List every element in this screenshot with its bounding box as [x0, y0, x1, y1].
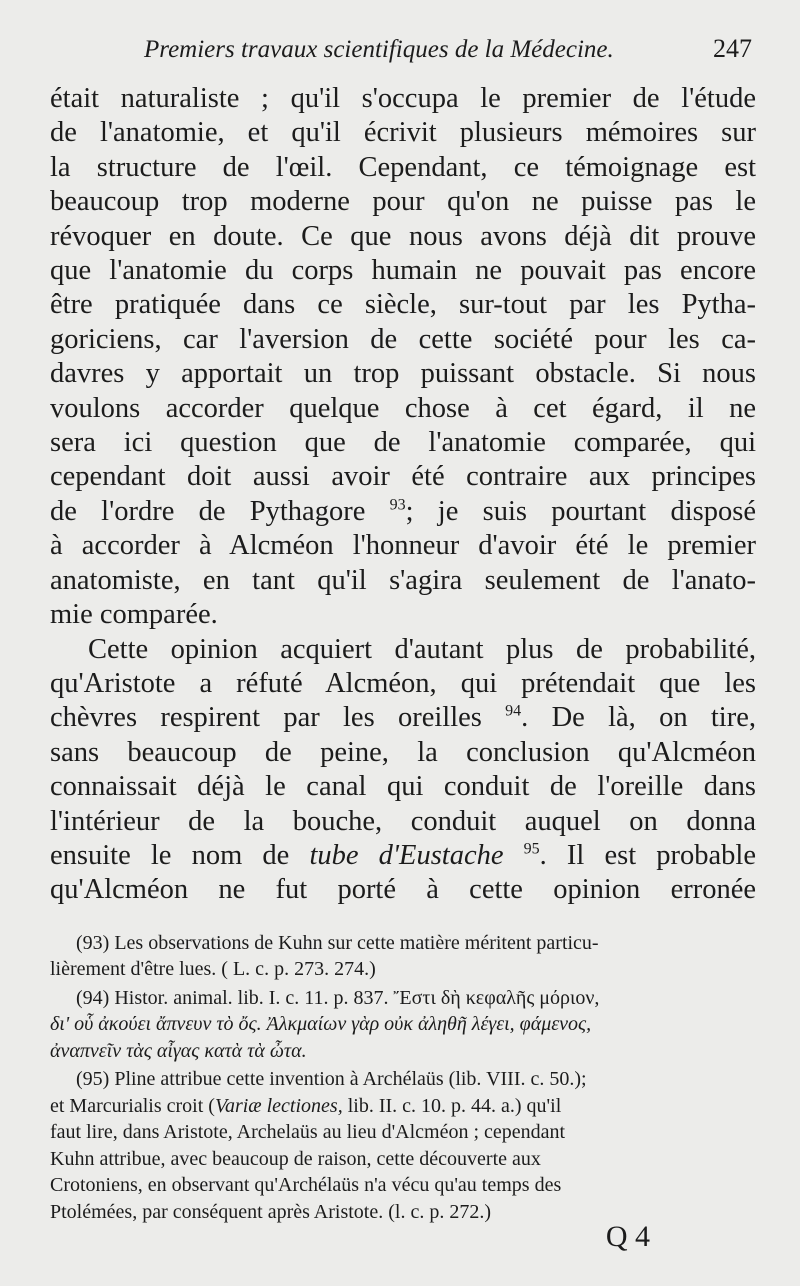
- footnotes: [50, 930, 756, 1226]
- footnote-line: faut lire, dans Aristote, Archelaüs au lieu d'Alcméon ; cependant: [50, 1121, 566, 1144]
- text-line: être pratiquée dans ce siècle, sur-tout par les Pytha-: [50, 289, 756, 321]
- text-segment: ensuite le nom de: [50, 839, 290, 871]
- text-line: qu'Alcméon ne fut porté à cette opinion erronée: [50, 874, 756, 906]
- footnote-ref-93: 93: [389, 496, 406, 514]
- footnote-94: [50, 985, 756, 1065]
- footnote-line: (94) Histor. animal. lib. I. c. 11. p. 837. Ἔστι δὴ κεφαλῆς μόριον,: [76, 986, 600, 1009]
- footnote-line: Crotoniens, en observant qu'Archélaüs n'a vécu qu'au temps des: [50, 1174, 562, 1197]
- footnote-95: [50, 1066, 756, 1225]
- running-title: Premiers travaux scientifiques de la Médecine.: [144, 36, 614, 63]
- footnote-line: Kuhn attribue, avec beaucoup de raison, cette découverte aux: [50, 1147, 541, 1170]
- footnote-line: ἀναπνεῖν τὰς αἶγας κατὰ τὰ ὦτα.: [50, 1039, 307, 1062]
- text-line: était naturaliste ; qu'il s'occupa le premier de l'étude: [50, 83, 756, 114]
- text-line: [50, 701, 756, 735]
- text-line: anatomiste, en tant qu'il s'agira seulement de l'anato-: [50, 564, 756, 596]
- text-segment-italic: tube d'Eustache: [309, 839, 504, 871]
- text-line: que l'anatomie du corps humain ne pouvait pas encore: [50, 255, 756, 287]
- text-segment-italic: Variæ lectiones,: [214, 1094, 343, 1117]
- footnote-line: Ptolémées, par conséquent après Aristote. (l. c. p. 272.): [50, 1200, 491, 1223]
- text-line: [50, 839, 756, 873]
- text-segment: . De là, on tire,: [521, 702, 756, 734]
- text-line: sans beaucoup de peine, la conclusion qu'Alcméon: [50, 736, 756, 768]
- text-line: sera ici question que de l'anatomie comparée, qui: [50, 427, 756, 459]
- body-text: [50, 82, 756, 908]
- page-header: [50, 34, 756, 82]
- text-line: voulons accorder quelque chose à cet égard, il ne: [50, 392, 756, 424]
- text-line: révoquer en doute. Ce que nous avons déjà dit prouve: [50, 220, 756, 252]
- footnote-line: [50, 1093, 756, 1120]
- footnote-line: (95) Pline attribue cette invention à Archélaüs (lib. VIII. c. 50.);: [76, 1068, 587, 1091]
- page-number: 247: [713, 34, 752, 63]
- text-line: connaissait déjà le canal qui conduit de l'oreille dans: [50, 771, 756, 803]
- text-line: à accorder à Alcméon l'honneur d'avoir été le premier: [50, 530, 756, 562]
- text-segment: ; je suis pourtant disposé: [405, 495, 756, 527]
- text-segment: chèvres respirent par les oreilles: [50, 702, 482, 734]
- text-segment: de l'ordre de Pythagore: [50, 495, 366, 527]
- text-line: mie comparée.: [50, 599, 218, 631]
- footnote-93: [50, 930, 756, 983]
- footnote-line: (93) Les observations de Kuhn sur cette matière méritent particu-: [76, 931, 599, 954]
- text-segment: . Il est probable: [539, 839, 757, 871]
- text-line: Cette opinion acquiert d'autant plus de probabilité,: [88, 633, 756, 665]
- footnote-ref-95: 95: [523, 840, 540, 858]
- footnote-line: δι' οὗ ἀκούει ἄπνευν τὸ ὄς. Ἀλκμαίων γὰρ οὐκ ἀληθῆ λέγει, φάμενος,: [50, 1013, 592, 1036]
- text-segment: et Marcurialis croit (: [50, 1094, 215, 1117]
- text-line: [50, 495, 756, 529]
- text-line: davres y apportait un trop puissant obstacle. Si nous: [50, 358, 756, 390]
- text-line: qu'Aristote a réfuté Alcméon, qui prétendait que les: [50, 667, 756, 699]
- text-line: la structure de l'œil. Cependant, ce témoignage est: [50, 151, 756, 183]
- text-line: l'intérieur de la bouche, conduit auquel on donna: [50, 805, 756, 837]
- footnote-ref-94: 94: [505, 702, 522, 720]
- text-segment: lib. II. c. 10. p. 44. a.) qu'il: [342, 1094, 562, 1117]
- text-line: goriciens, car l'aversion de cette société pour les ca-: [50, 323, 756, 355]
- text-line: cependant doit aussi avoir été contraire aux principes: [50, 461, 756, 493]
- text-line: de l'anatomie, et qu'il écrivit plusieurs mémoires sur: [50, 117, 756, 149]
- footnote-line: lièrement d'être lues. ( L. c. p. 273. 274.): [50, 958, 376, 981]
- signature-mark: Q 4: [605, 1220, 650, 1253]
- text-line: beaucoup trop moderne pour qu'on ne puisse pas le: [50, 186, 756, 218]
